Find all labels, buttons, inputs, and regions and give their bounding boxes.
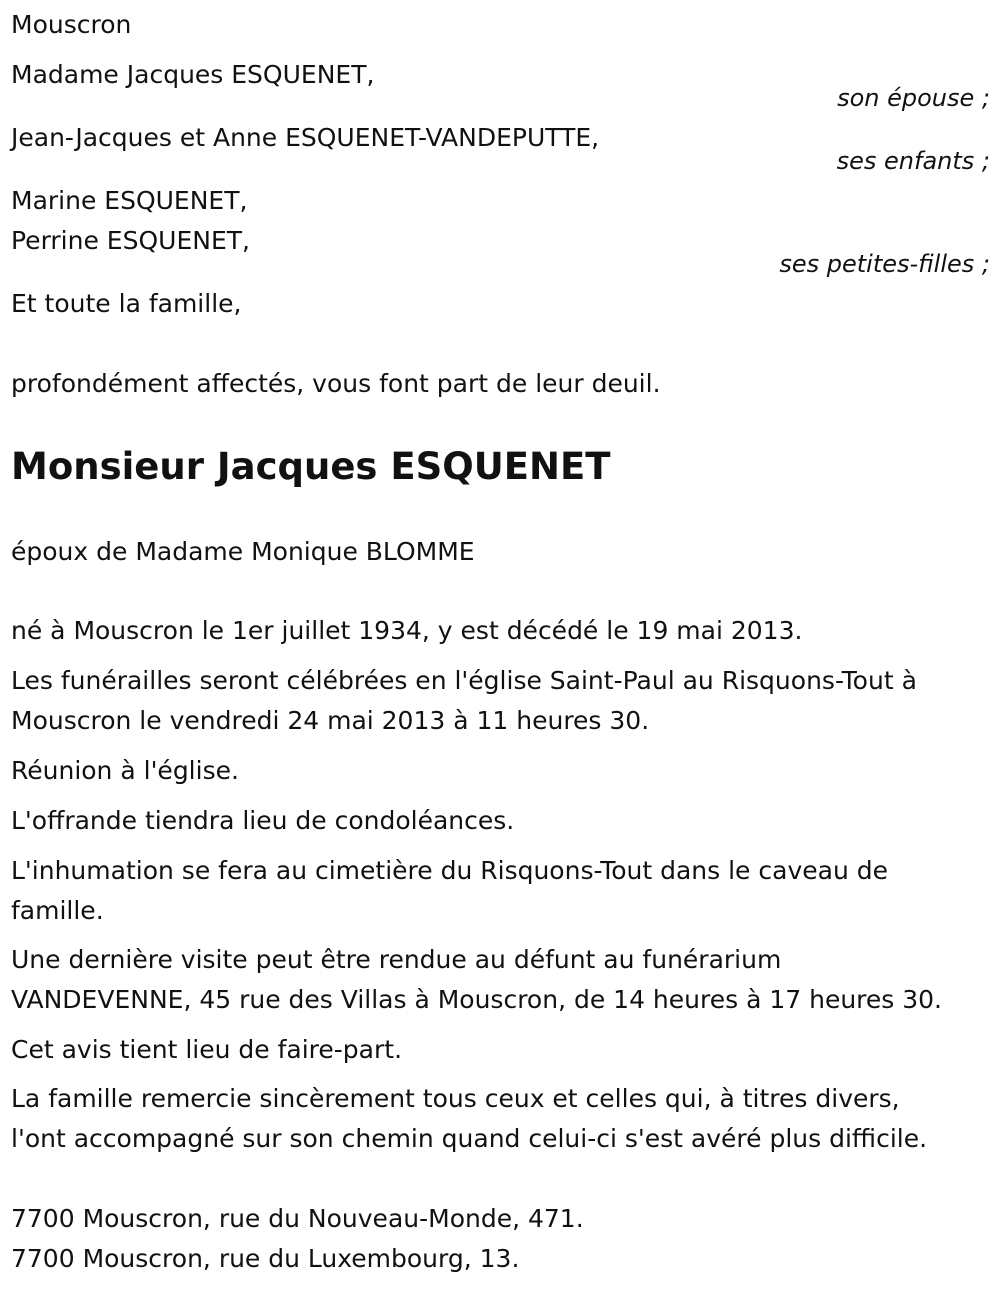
visit-text: VANDEVENNE, 45 rue des Villas à Mouscron, de 14 heures à 17 heures 30. [11,985,943,1014]
thanks-text: l'ont accompagné sur son chemin quand celui-ci s'est avéré plus difficile. [11,1124,928,1153]
burial-text: famille. [11,896,104,925]
funeral-text: Mouscron le vendredi 24 mai 2013 à 11 heures 30. [11,706,650,735]
thanks-text: La famille remercie sincèrement tous ceux et celles qui, à titres divers, [11,1084,900,1113]
visit-text: Une dernière visite peut être rendue au défunt au funérarium [11,945,782,974]
address-line: 7700 Mouscron, rue du Nouveau-Monde, 471. [11,1204,584,1233]
announcement-text: profondément affectés, vous font part de leur deuil. [11,369,661,398]
birth-death-text: né à Mouscron le 1er juillet 1934, y est décédé le 19 mai 2013. [11,616,803,645]
granddaughter-name: Perrine ESQUENET, [11,226,250,255]
family-others: Et toute la famille, [11,289,242,318]
spouse-name: Madame Jacques ESQUENET, [11,60,375,89]
city-heading: Mouscron [11,10,132,39]
burial-text: L'inhumation se fera au cimetière du Risquons-Tout dans le caveau de [11,856,888,885]
offering-text: L'offrande tiendra lieu de condoléances. [11,806,515,835]
meeting-text: Réunion à l'église. [11,756,239,785]
granddaughter-name: Marine ESQUENET, [11,186,248,215]
children-name: Jean-Jacques et Anne ESQUENET-VANDEPUTTE, [11,123,600,152]
deceased-name: Monsieur Jacques ESQUENET [11,445,611,488]
spouse-of-text: époux de Madame Monique BLOMME [11,537,475,566]
children-role: ses enfants ; [836,147,990,175]
funeral-text: Les funérailles seront célébrées en l'église Saint-Paul au Risquons-Tout à [11,666,917,695]
spouse-role: son épouse ; [837,84,990,112]
granddaughters-role: ses petites-filles ; [779,250,990,278]
notice-text: Cet avis tient lieu de faire-part. [11,1035,403,1064]
address-line: 7700 Mouscron, rue du Luxembourg, 13. [11,1244,520,1273]
